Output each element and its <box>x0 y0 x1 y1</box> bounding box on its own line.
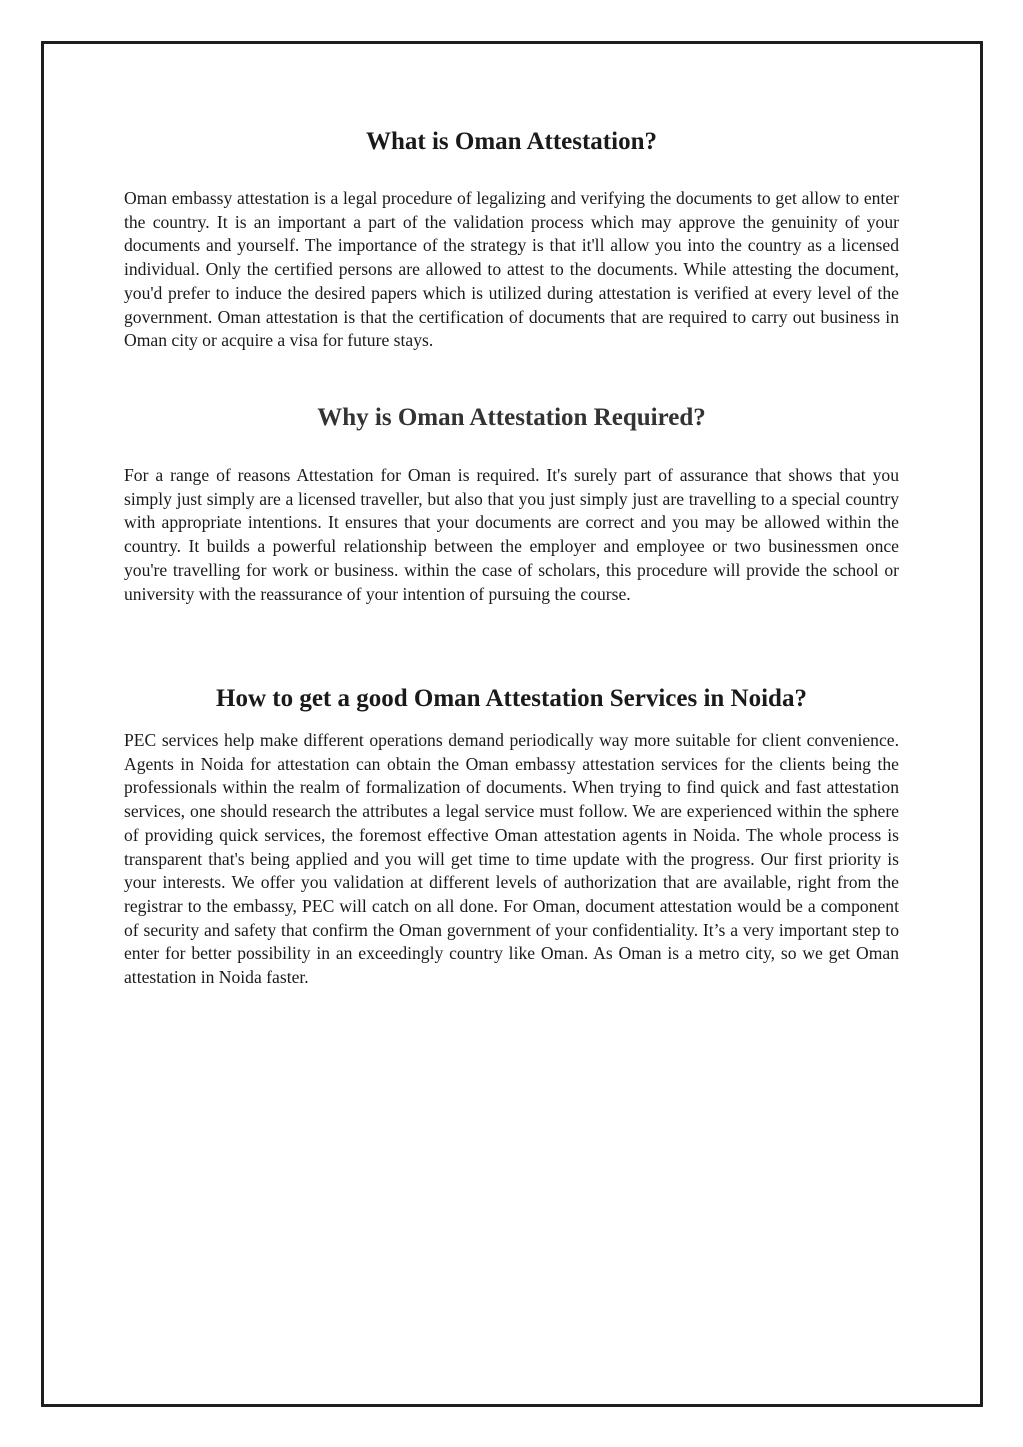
section-heading-what-is-oman-attestation: What is Oman Attestation? <box>366 128 657 155</box>
section-body-how-to-get-services: PEC services help make different operations demand periodically way more suitable for client convenience. Agents in Noida for attestation can obtain the Oman embassy attestation services for the clients being the professionals within the realm of formalization of documents. When trying to find quick and fast attestation services, one should research the attributes a legal service must follow. We are experienced within the sphere of providing quick services, the foremost effective Oman attestation agents in Noida. The whole process is transparent that's being applied and you will get time to time update with the progress. Our first priority is your interests. We offer you validation at different levels of authorization that are available, right from the registrar to the embassy, PEC will catch on all done. For Oman, document attestation would be a component of security and safety that confirm the Oman government of your confidentiality. It’s a very important step to enter for better possibility in an exceedingly country like Oman. As Oman is a metro city, so we get Oman attestation in Noida faster. <box>124 730 899 988</box>
section-heading-how-to-get-services: How to get a good Oman Attestation Services in Noida? <box>216 685 807 712</box>
section-body-what-is-oman-attestation: Oman embassy attestation is a legal procedure of legalizing and verifying the documents to get allow to enter the country. It is an important a part of the validation process which may approve the genuinity of your documents and yourself. The importance of the strategy is that it'll allow you into the country as a licensed individual. Only the certified persons are allowed to attest to the documents. While attesting the document, you'd prefer to induce the desired papers which is utilized during attestation is verified at every level of the government. Oman attestation is that the certification of documents that are required to carry out business in Oman city or acquire a visa for future stays. <box>124 188 899 351</box>
section-body-why-required: For a range of reasons Attestation for Oman is required. It's surely part of assurance that shows that you simply just simply are a licensed traveller, but also that you just simply just are travelling to a special country with appropriate intentions. It ensures that your documents are correct and you may be allowed within the country. It builds a powerful relationship between the employer and employee or two businessmen once you're travelling for work or business. within the case of scholars, this procedure will provide the school or university with the reassurance of your intention of pursuing the course. <box>124 465 899 604</box>
section-heading-why-required: Why is Oman Attestation Required? <box>317 404 706 431</box>
